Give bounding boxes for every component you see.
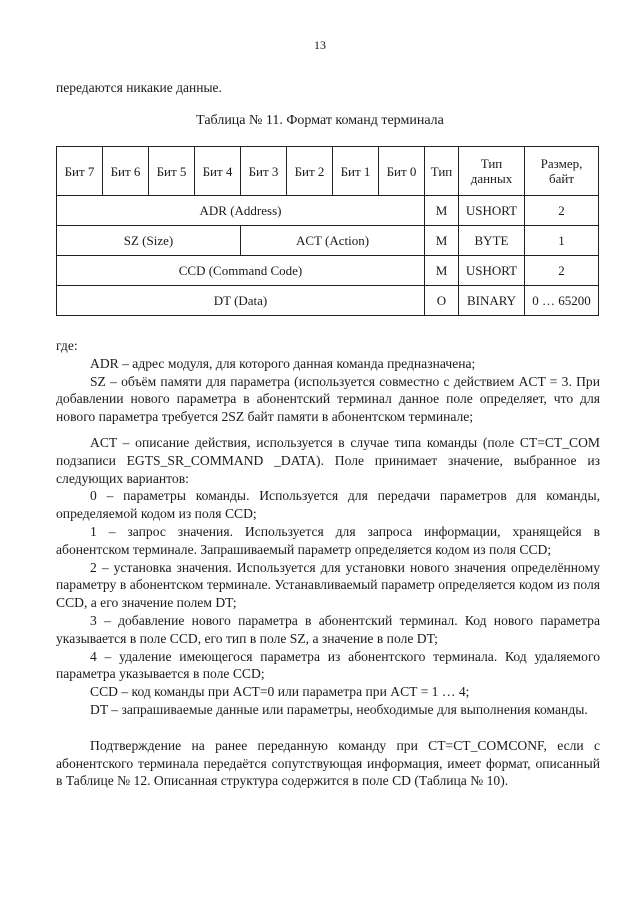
act-option-1: 1 – запрос значения. Используется для запроса информации, хранящейся в абонентском терминале. Запрашиваемый параметр определяется кодом из поля CCD; xyxy=(56,523,600,557)
table-header-row xyxy=(57,147,599,196)
header-type: Тип xyxy=(425,147,459,196)
adr-description: ADR – адрес модуля, для которого данная команда предназначена; xyxy=(90,355,476,371)
page-number: 13 xyxy=(314,38,326,52)
sz-description: SZ – объём памяти для параметра (используется совместно с действием ACT = 3. При добавлении нового параметра в абонентский терминал данное поле определяет, что для нового параметра требуется 2SZ байт памяти в абонентском терминале; xyxy=(56,373,600,425)
header-bit3: Бит 3 xyxy=(241,147,287,196)
dt-description: DT – запрашиваемые данные или параметры, необходимые для выполнения команды. xyxy=(90,701,588,717)
row-size: 0 … 65200 xyxy=(525,286,599,316)
lead-text: передаются никакие данные. xyxy=(56,80,222,95)
field-ccd: CCD (Command Code) xyxy=(57,256,425,286)
field-dt: DT (Data) xyxy=(57,286,425,316)
field-adr: ADR (Address) xyxy=(57,196,425,226)
row-type: M xyxy=(425,226,459,256)
where-label: где: xyxy=(56,338,78,353)
header-data-type: Тип данных xyxy=(459,147,525,196)
row-data-type: BINARY xyxy=(459,286,525,316)
act-option-2: 2 – установка значения. Используется для установки нового значения определённому параметру в абонентском терминале. Устанавливаемый параметр определяется кодом из поля CCD, а его значение полем DT; xyxy=(56,559,600,611)
row-type: M xyxy=(425,256,459,286)
row-type: M xyxy=(425,196,459,226)
row-data-type: USHORT xyxy=(459,196,525,226)
header-bit4: Бит 4 xyxy=(195,147,241,196)
field-sz: SZ (Size) xyxy=(57,226,241,256)
table-row xyxy=(57,286,599,316)
header-size: Размер, байт xyxy=(525,147,599,196)
body-text xyxy=(56,337,600,790)
command-format-table xyxy=(56,146,599,316)
header-bit2: Бит 2 xyxy=(287,147,333,196)
table-row xyxy=(57,196,599,226)
row-size: 2 xyxy=(525,196,599,226)
table-row xyxy=(57,256,599,286)
row-type: O xyxy=(425,286,459,316)
header-bit5: Бит 5 xyxy=(149,147,195,196)
field-act: ACT (Action) xyxy=(241,226,425,256)
table-row xyxy=(57,226,599,256)
row-size: 2 xyxy=(525,256,599,286)
ccd-description: CCD – код команды при ACT=0 или параметра при ACT = 1 … 4; xyxy=(90,684,470,700)
row-data-type: BYTE xyxy=(459,226,525,256)
row-size: 1 xyxy=(525,226,599,256)
header-bit1: Бит 1 xyxy=(333,147,379,196)
confirmation-paragraph: Подтверждение на ранее переданную команду при CT=CT_COMCONF, если с абонентского терминала передаётся сопутствующая информация, имеет формат, описанный в Таблице № 12. Описанная структура содержится в поле CD (Таблица № 10). xyxy=(56,737,600,789)
table-caption: Таблица № 11. Формат команд терминала xyxy=(196,113,444,128)
act-description: ACT – описание действия, используется в случае типа команды (поле CT=CT_COM подзаписи EGTS_SR_COMMAND _DATA). Поле принимает значение, выбранное из следующих вариантов: xyxy=(56,434,600,486)
header-bit7: Бит 7 xyxy=(57,147,103,196)
act-option-4: 4 – удаление имеющегося параметра из абонентского терминала. Код удаляемого параметра указывается в поле CCD; xyxy=(56,648,600,682)
header-bit6: Бит 6 xyxy=(103,147,149,196)
row-data-type: USHORT xyxy=(459,256,525,286)
header-bit0: Бит 0 xyxy=(379,147,425,196)
act-option-3: 3 – добавление нового параметра в абонентский терминал. Код нового параметра указывается в поле CCD, его тип в поле SZ, а значение в поле DT; xyxy=(56,612,600,646)
act-option-0: 0 – параметры команды. Используется для передачи параметров для команды, определяемой кодом из поля CCD; xyxy=(56,488,600,522)
